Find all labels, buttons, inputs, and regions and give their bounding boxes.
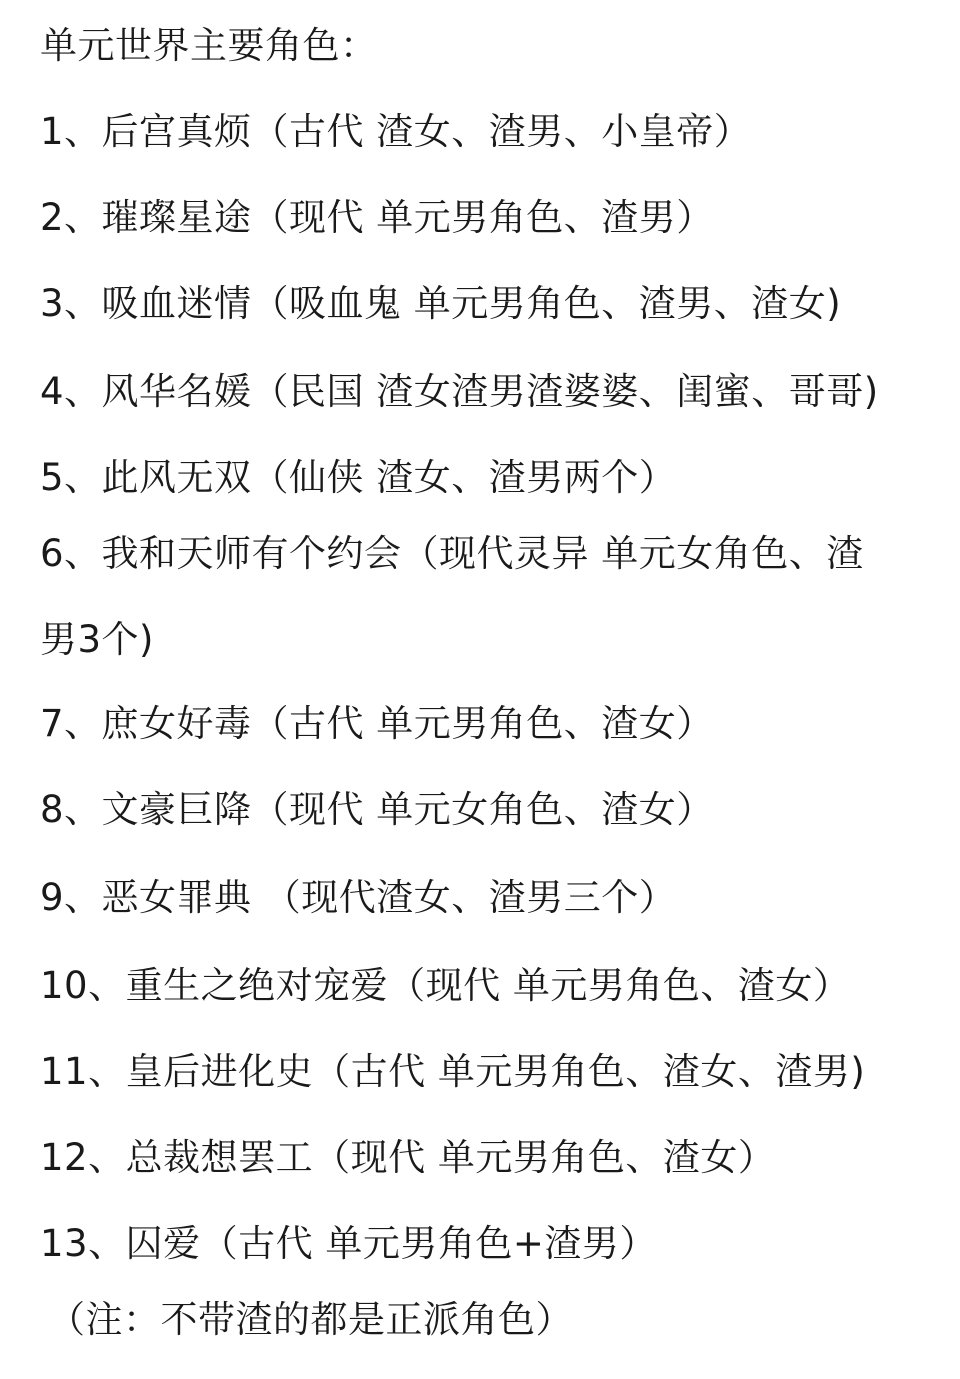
list-item: 11、皇后进化史（古代 单元男角色、渣女、渣男) [40, 1050, 866, 1093]
list-item: 3、吸血迷情（吸血鬼 单元男角色、渣男、渣女) [40, 282, 842, 325]
list-item: 1、后宫真烦（古代 渣女、渣男、小皇帝） [40, 110, 752, 153]
note: （注：不带渣的都是正派角色） [48, 1298, 573, 1341]
list-item: 10、重生之绝对宠爱（现代 单元男角色、渣女） [40, 964, 851, 1007]
heading: 单元世界主要角色： [40, 24, 378, 67]
list-item: 4、风华名媛（民国 渣女渣男渣婆婆、闺蜜、哥哥) [40, 370, 879, 413]
list-item: 12、总裁想罢工（现代 单元男角色、渣女） [40, 1136, 776, 1179]
list-item: 5、此风无双（仙侠 渣女、渣男两个） [40, 456, 677, 499]
list-item: 2、璀璨星途（现代 单元男角色、渣男） [40, 196, 714, 239]
list-item: 9、恶女罪典 （现代渣女、渣男三个） [40, 876, 677, 919]
list-item-continuation: 男3个) [40, 618, 154, 661]
list-item: 6、我和天师有个约会（现代灵异 单元女角色、渣 [40, 532, 864, 575]
list-item: 7、庶女好毒（古代 单元男角色、渣女） [40, 702, 714, 745]
list-item: 8、文豪巨降（现代 单元女角色、渣女） [40, 788, 714, 831]
list-item: 13、囚爱（古代 单元男角色+渣男） [40, 1222, 657, 1265]
